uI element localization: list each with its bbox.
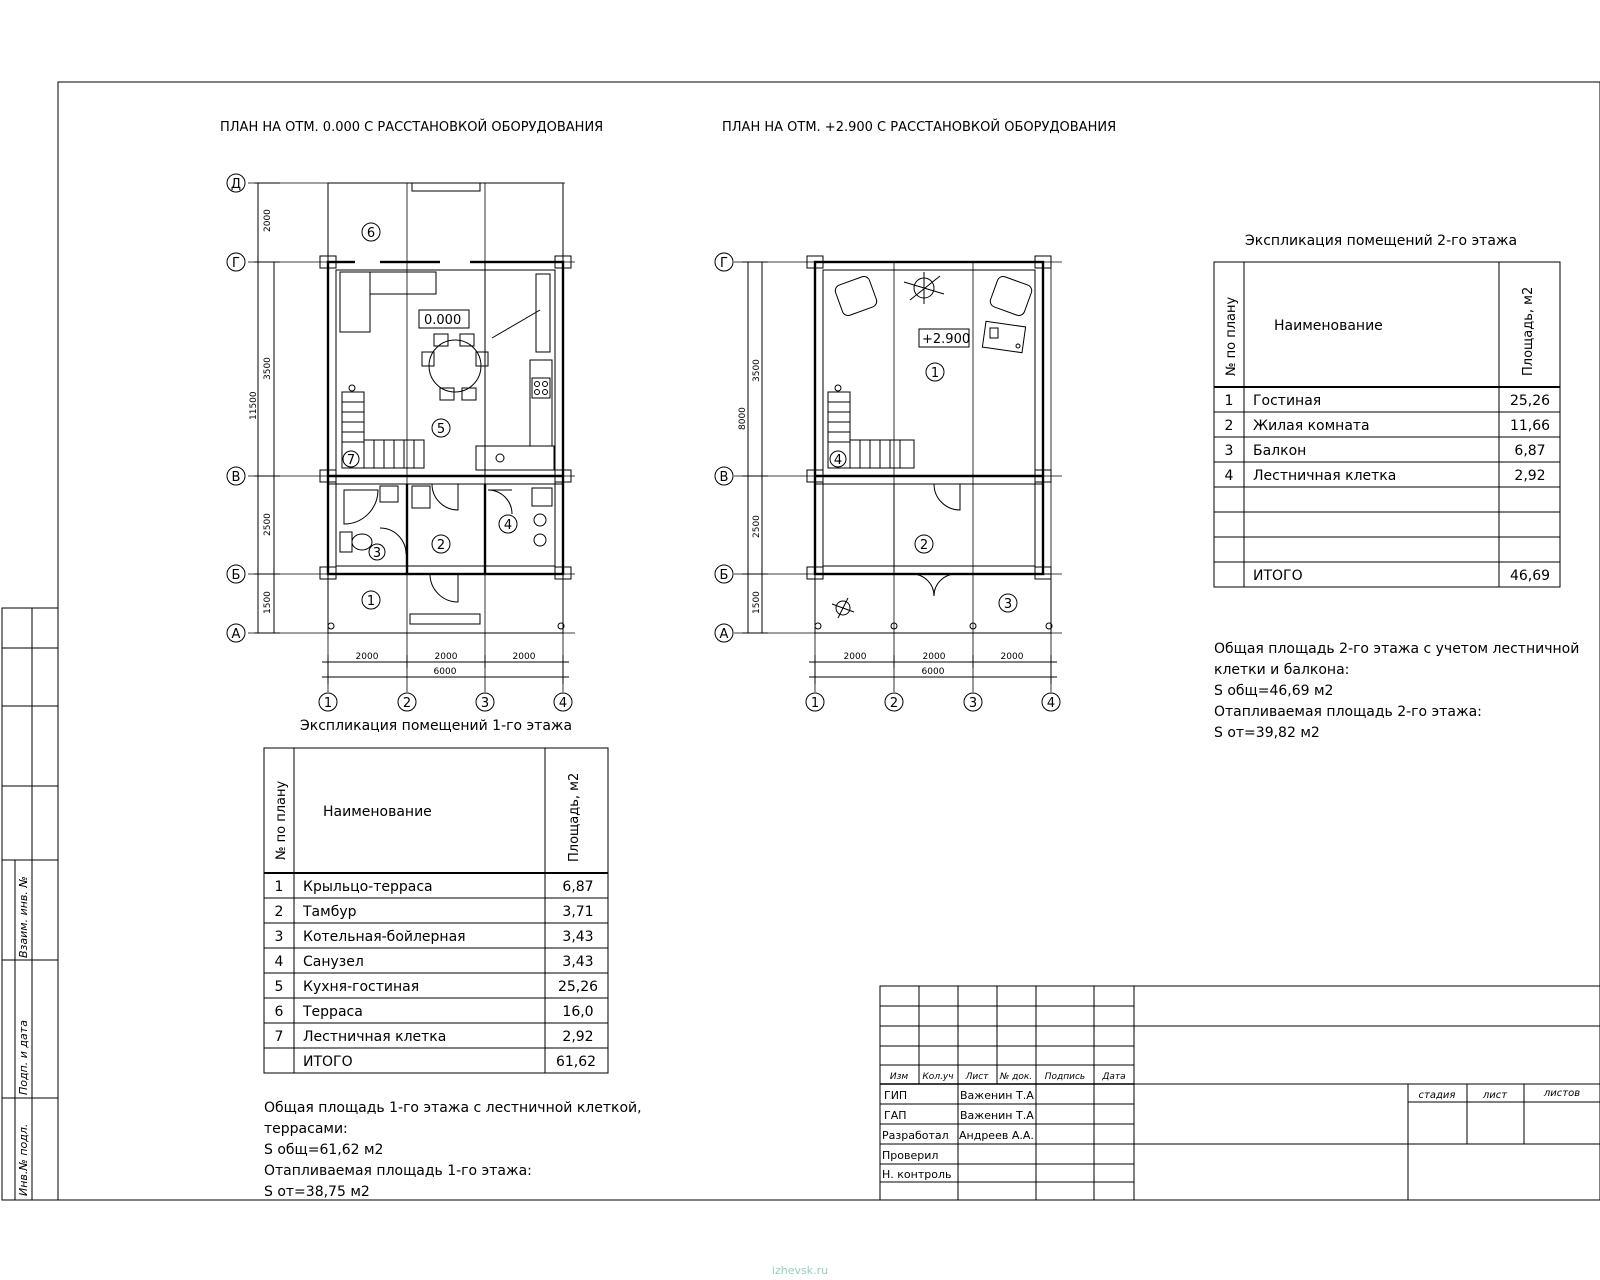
plan1-axis-G: Г [232, 256, 240, 271]
explication1-table [264, 718, 608, 1073]
plan2-door-room [934, 484, 960, 510]
plan2-hdim-1: 2000 [843, 652, 867, 662]
explication1-row-num: 2 [274, 904, 284, 920]
explication2-table [1214, 233, 1560, 587]
plan2-axis-2: 2 [889, 696, 899, 711]
explication2-row-num: 1 [1224, 393, 1234, 409]
explication1-title: Экспликация помещений 1-го этажа [300, 718, 573, 734]
plan2-level-mark: +2.900 [922, 332, 971, 347]
stamp-role: ГАП [884, 1109, 907, 1122]
explication1-row-name: Котельная-бойлерная [303, 929, 466, 945]
plan1-vdim-4: 1500 [263, 591, 273, 614]
explication1-header-name: Наименование [323, 804, 432, 820]
plan2-vdim-3: 1500 [752, 591, 762, 614]
stamp-sheet-header: лист [1482, 1090, 1508, 1101]
plan2 [715, 253, 1062, 711]
watermark: izhevsk.ru [771, 1264, 829, 1277]
explication2-row-area: 2,92 [1514, 468, 1546, 484]
explication1-row-num: 5 [274, 979, 284, 995]
plan2-axis-1: 1 [810, 696, 820, 711]
explication2-total: 46,69 [1509, 568, 1551, 584]
plan1 [227, 174, 575, 711]
stamp-header: Дата [1102, 1072, 1126, 1082]
stamp-stage-header: стадия [1418, 1090, 1456, 1101]
plan2-axis-A: А [719, 627, 729, 642]
plan1-room-7: 7 [346, 453, 356, 468]
plan2-outer-walls [815, 262, 1043, 574]
plan1-axis-1: 1 [323, 696, 333, 711]
plan1-vdim-total: 11500 [249, 391, 259, 420]
plan1-hdim-1: 2000 [355, 652, 379, 662]
plan2-axis-G: Г [720, 256, 728, 271]
explication1-row-area: 3,43 [562, 929, 594, 945]
explication1-row-area: 3,43 [562, 954, 594, 970]
explication2-note: Отапливаемая площадь 2-го этажа: [1214, 704, 1482, 720]
explication1-row-num: 6 [274, 1004, 284, 1020]
plan1-room-5: 5 [436, 422, 446, 437]
explication1-row-area: 2,92 [562, 1029, 594, 1045]
plan2-room-3: 3 [1003, 597, 1013, 612]
explication2-row-name: Лестничная клетка [1253, 468, 1397, 484]
explication2-notes [1214, 641, 1579, 741]
explication1-row-name: Лестничная клетка [303, 1029, 447, 1045]
explication1-note: S от=38,75 м2 [264, 1184, 370, 1200]
explication1-note: террасами: [264, 1121, 348, 1137]
plan2-vertical-dims [738, 262, 768, 633]
explication1-total-label: ИТОГО [303, 1054, 353, 1070]
explication1-note: Общая площадь 1-го этажа с лестничной клеткой, [264, 1100, 642, 1116]
plan2-letter-axes [715, 253, 733, 642]
plan1-room-1: 1 [366, 594, 376, 609]
plan2-room-2: 2 [919, 538, 929, 553]
explication2-note: S общ=46,69 м2 [1214, 683, 1334, 699]
explication2-row-num: 2 [1224, 418, 1234, 434]
explication2-note: клетки и балкона: [1214, 662, 1350, 678]
plan1-room-2: 2 [436, 538, 446, 553]
plan1-room-numbers [343, 223, 517, 609]
stamp-role: Разработал [882, 1129, 949, 1142]
plan1-axis-A: А [231, 627, 241, 642]
explication2-row-num: 4 [1224, 468, 1234, 484]
plan1-axis-B: Б [231, 568, 241, 583]
plan2-axis-4: 4 [1046, 696, 1056, 711]
stamp-header: Подпись [1044, 1072, 1086, 1082]
plan1-room-4: 4 [503, 518, 513, 533]
explication2-row-area: 25,26 [1509, 393, 1551, 409]
stamp-header: Изм [889, 1072, 909, 1082]
explication1-row-area: 6,87 [562, 879, 594, 895]
explication2-header-name: Наименование [1274, 318, 1383, 334]
plan1-kitchen-counter [530, 360, 552, 446]
stamp-sheets-header: листов [1543, 1088, 1581, 1099]
plan1-room-3: 3 [372, 546, 382, 561]
explication2-title: Экспликация помещений 2-го этажа [1245, 233, 1518, 249]
explication2-row-name: Балкон [1253, 443, 1307, 459]
side-strip [2, 608, 58, 1200]
explication2-total-label: ИТОГО [1253, 568, 1303, 584]
plan1-title: ПЛАН НА ОТМ. 0.000 С РАССТАНОВКОЙ ОБОРУДОВАНИЯ [220, 120, 604, 135]
stamp-header: Лист [965, 1072, 989, 1082]
explication1-row-name: Крыльцо-терраса [303, 879, 433, 895]
plan1-door-hall [432, 484, 458, 510]
plan1-number-axes [319, 693, 572, 711]
plan1-vdim-1: 2000 [263, 209, 273, 232]
plan2-axis-V: В [719, 470, 729, 485]
side-label-orig: Инв.№ подл. [17, 1123, 30, 1196]
plan1-vdim-3: 2500 [263, 513, 273, 536]
plan1-outer-walls [328, 262, 563, 574]
plan1-axis-lines [248, 183, 575, 692]
plan2-axis-3: 3 [968, 696, 978, 711]
plan1-bathtub [344, 490, 378, 524]
plan2-number-axes [806, 693, 1060, 711]
stamp-header: № док. [999, 1072, 1033, 1082]
explication2-note: S от=39,82 м2 [1214, 725, 1320, 741]
plan2-axis-B: Б [719, 568, 729, 583]
explication1-row-area: 3,71 [562, 904, 594, 920]
stamp-person: Андреев А.А. [959, 1129, 1034, 1142]
plan1-axis-D: Д [230, 177, 242, 192]
plan1-axis-2: 2 [402, 696, 412, 711]
plan1-sofa [340, 272, 370, 332]
explication1-row-name: Тамбур [303, 904, 357, 920]
explication2-header-num: № по плану [1224, 296, 1239, 376]
explication2-note: Общая площадь 2-го этажа с учетом лестничной [1214, 641, 1580, 657]
plan2-room-4: 4 [833, 453, 843, 468]
plan1-vdim-2: 3500 [263, 357, 273, 380]
stamp-role: Н. контроль [882, 1168, 952, 1181]
explication1-row-num: 4 [274, 954, 284, 970]
title-block [880, 986, 1600, 1200]
plan1-terrace [328, 183, 563, 262]
plan1-letter-axes [227, 174, 245, 642]
explication1-row-area: 16,0 [562, 1004, 594, 1020]
plan2-horizontal-dims [809, 652, 1057, 684]
explication1-total: 61,62 [555, 1054, 597, 1070]
plan2-vdim-1: 3500 [752, 359, 762, 382]
plan2-hdim-total: 6000 [921, 667, 945, 677]
side-label-sign: Подп. и дата [17, 1020, 30, 1095]
explication1-header-area: Площадь, м2 [567, 772, 582, 862]
plan1-room-6: 6 [366, 226, 376, 241]
explication1-row-area: 25,26 [557, 979, 599, 995]
plan1-axis-V: В [231, 470, 241, 485]
explication1-note: Отапливаемая площадь 1-го этажа: [264, 1163, 532, 1179]
plan1-hdim-2: 2000 [434, 652, 458, 662]
explication1-row-num: 1 [274, 879, 284, 895]
plan2-vdim-total: 8000 [738, 407, 748, 430]
explication2-row-name: Жилая комната [1253, 418, 1370, 434]
stamp-role: Проверил [882, 1149, 939, 1162]
explication1-row-name: Терраса [303, 1004, 363, 1020]
stamp-role: ГИП [884, 1089, 908, 1102]
plan2-balcony [815, 574, 1051, 633]
plan1-level-mark: 0.000 [424, 313, 462, 328]
plan2-hdim-3: 2000 [1000, 652, 1024, 662]
stamp-header: Кол.уч [922, 1072, 954, 1082]
plan1-hdim-3: 2000 [512, 652, 536, 662]
explication2-row-area: 11,66 [1509, 418, 1551, 434]
explication1-notes [264, 1100, 642, 1200]
explication2-row-area: 6,87 [1514, 443, 1546, 459]
plan2-hdim-2: 2000 [922, 652, 946, 662]
plan1-dining-set [422, 334, 488, 400]
stamp-person: Важенин Т.А [960, 1089, 1034, 1102]
explication1-row-num: 3 [274, 929, 284, 945]
plan2-vdim-2: 2500 [752, 515, 762, 538]
stamp-person: Важенин Т.А [960, 1109, 1034, 1122]
explication1-header-num: № по плану [274, 780, 289, 860]
explication1-row-num: 7 [274, 1029, 284, 1045]
explication1-note: S общ=61,62 м2 [264, 1142, 384, 1158]
explication2-row-name: Гостиная [1253, 393, 1322, 409]
plan1-axis-3: 3 [480, 696, 490, 711]
explication2-header-area: Площадь, м2 [1521, 286, 1536, 376]
explication1-row-name: Санузел [303, 954, 364, 970]
plan1-horizontal-dims [322, 652, 569, 684]
plan2-room-1: 1 [930, 366, 940, 381]
plan2-title: ПЛАН НА ОТМ. +2.900 С РАССТАНОВКОЙ ОБОРУДОВАНИЯ [722, 120, 1117, 135]
plan1-axis-4: 4 [558, 696, 568, 711]
explication1-row-name: Кухня-гостиная [303, 979, 420, 995]
side-label-inv: Взаим. инв. № [17, 876, 30, 958]
plan1-hdim-total: 6000 [433, 667, 457, 677]
plan1-vertical-dims [249, 183, 280, 633]
explication2-row-num: 3 [1224, 443, 1234, 459]
